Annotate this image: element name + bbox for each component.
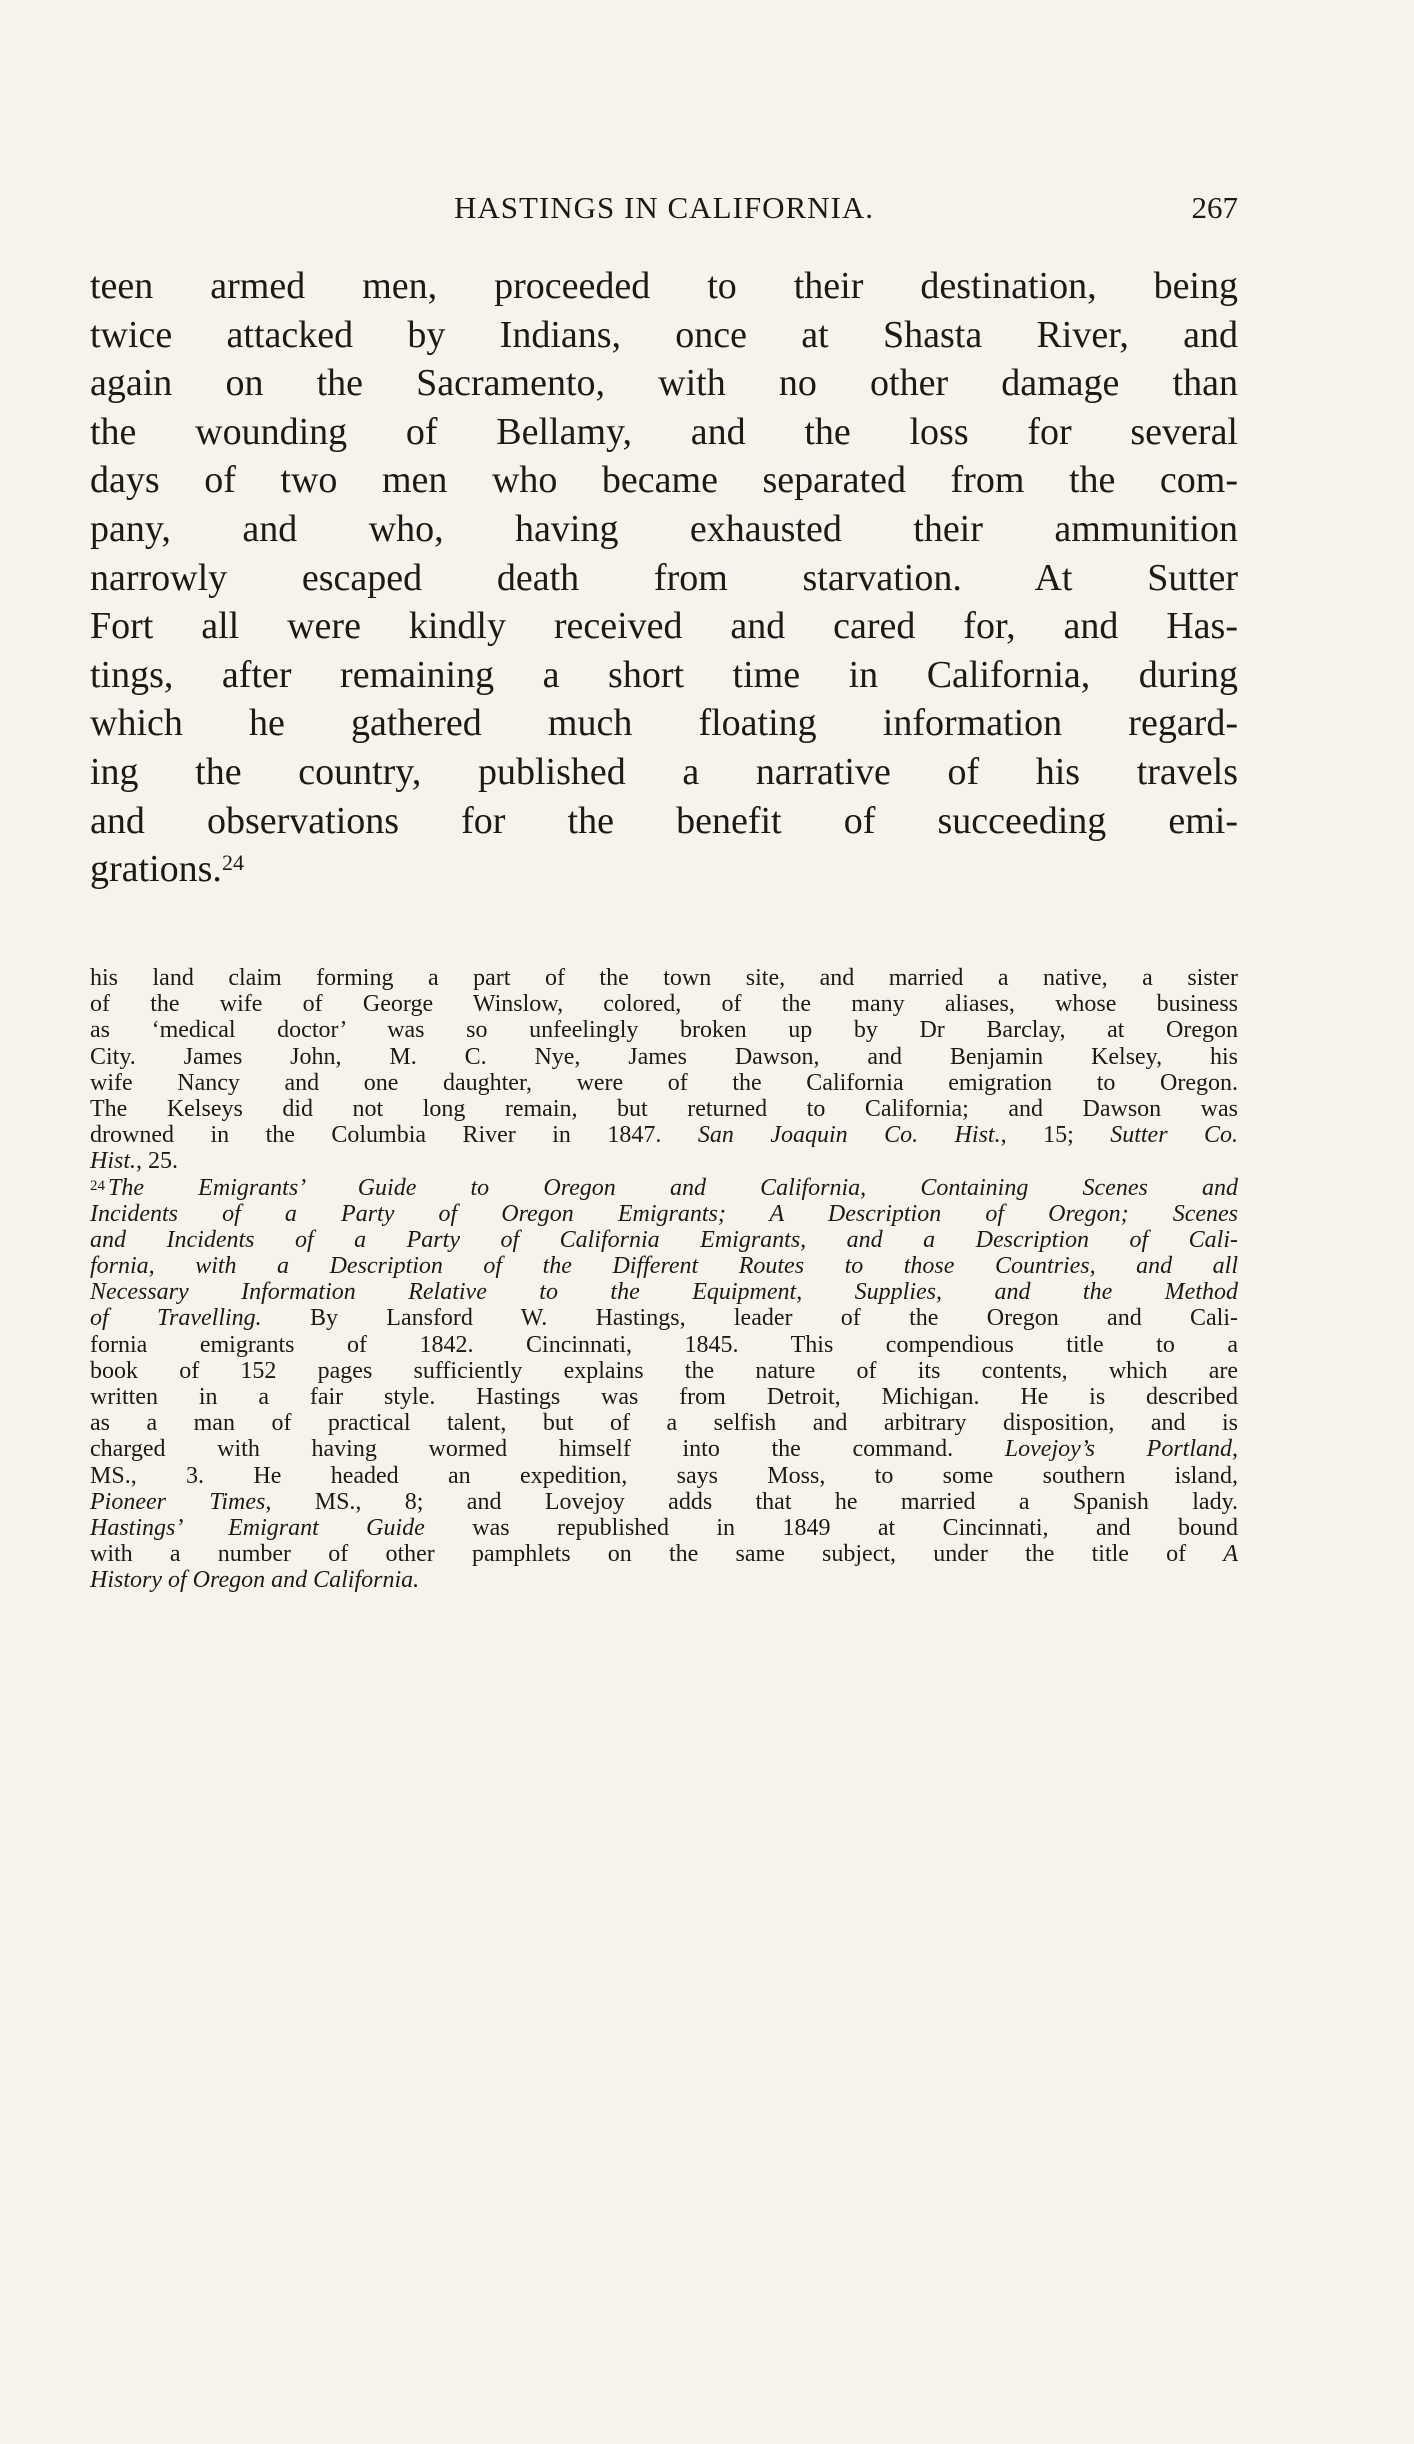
- citation-line: History of Oregon and California.: [90, 1567, 420, 1594]
- book-title: The Emigrants’ Guide to Oregon and California, Containing Scenes and: [108, 1174, 1238, 1201]
- footnotes: [90, 965, 1238, 1594]
- footnote-line: book of 152 pages sufficiently explains the nature of its contents, which are: [90, 1357, 1238, 1384]
- body-line: tings, after remaining a short time in California, during: [90, 653, 1238, 696]
- footnote-line: City. James John, M. C. Nye, James Dawson, and Benjamin Kelsey, his: [90, 1043, 1238, 1070]
- body-line: Fort all were kindly received and cared for, and Has-: [90, 605, 1238, 648]
- footnote-line: [90, 1541, 1238, 1567]
- body-line: and observations for the benefit of succeeding emi-: [90, 799, 1238, 842]
- footnote-text: was republished in 1849 at Cincinnati, and bound: [472, 1514, 1239, 1541]
- running-head: [90, 190, 1238, 230]
- book-title-line: Necessary Information Relative to the Equipment, Supplies, and the Method: [90, 1279, 1238, 1306]
- citation: Lovejoy’s Portland,: [1004, 1436, 1239, 1463]
- body-line: pany, and who, having exhausted their ammunition: [90, 507, 1238, 550]
- body-line: which he gathered much floating information regard-: [90, 702, 1238, 745]
- running-title: HASTINGS IN CALIFORNIA.: [454, 190, 874, 225]
- body-line: again on the Sacramento, with no other damage than: [90, 362, 1238, 405]
- footnote-line: [90, 1436, 1238, 1462]
- footnote-number: 24: [90, 1177, 105, 1194]
- footnote-line: The Kelseys did not long remain, but returned to California; and Dawson was: [90, 1095, 1238, 1122]
- body-line-last: [90, 845, 1238, 894]
- citation: San Joaquin Co. Hist.: [697, 1122, 1001, 1149]
- citation: Hist.: [90, 1148, 137, 1175]
- footnote-line: fornia emigrants of 1842. Cincinnati, 1845. This compendious title to a: [90, 1331, 1238, 1358]
- footnote-text: By Lansford W. Hastings, leader of the Oregon and Cali-: [309, 1305, 1238, 1332]
- footnote-line: of the wife of George Winslow, colored, of the many aliases, whose business: [90, 991, 1238, 1018]
- book-title-line: fornia, with a Description of the Different Routes to those Countries, and all: [90, 1253, 1238, 1280]
- footnote-line: MS., 3. He headed an expedition, says Moss, to some southern island,: [90, 1462, 1238, 1489]
- book-title: of Travelling.: [90, 1305, 262, 1332]
- body-line: twice attacked by Indians, once at Shasta River, and: [90, 313, 1238, 356]
- footnote-line: [90, 1515, 1238, 1541]
- footnote-text: charged with having wormed himself into the command.: [90, 1436, 954, 1463]
- footnote-line: [90, 1305, 1238, 1331]
- body-paragraph: [90, 262, 1238, 894]
- footnote-line: as ‘medical doctor’ was so unfeelingly broken up by Dr Barclay, at Oregon: [90, 1017, 1238, 1044]
- book-title-line: and Incidents of a Party of California Emigrants, and a Description of Cali-: [90, 1226, 1238, 1253]
- citation: Sutter Co.: [1110, 1122, 1239, 1149]
- footnote-line: as a man of practical talent, but of a selfish and arbitrary disposition, and is: [90, 1410, 1238, 1437]
- book-title-line: Incidents of a Party of Oregon Emigrants; A Description of Oregon; Scenes: [90, 1200, 1238, 1227]
- page-number: 267: [1191, 190, 1238, 225]
- footnote-text: drowned in the Columbia River in 1847.: [90, 1122, 662, 1149]
- footnote-line: his land claim forming a part of the town site, and married a native, a sister: [90, 965, 1238, 991]
- footnote-text: with a number of other pamphlets on the same subject, under the title of: [90, 1541, 1187, 1568]
- citation: A: [1223, 1541, 1238, 1568]
- footnote-reference: 24: [221, 850, 244, 876]
- citation: Hastings’ Emigrant Guide: [90, 1514, 425, 1541]
- footnote-line: written in a fair style. Hastings was from Detroit, Michigan. He is described: [90, 1384, 1238, 1410]
- body-line: teen armed men, proceeded to their destination, being: [90, 265, 1238, 307]
- body-line-text: grations.: [90, 848, 222, 891]
- body-line: the wounding of Bellamy, and the loss for several: [90, 410, 1238, 453]
- body-line: days of two men who became separated from the com-: [90, 459, 1238, 502]
- footnote-line: wife Nancy and one daughter, were of the California emigration to Oregon.: [90, 1069, 1238, 1096]
- footnote-24-start: [90, 1175, 1238, 1201]
- footnote-line: [90, 1148, 1238, 1174]
- footnote-text: , 25.: [136, 1148, 179, 1175]
- body-line: narrowly escaped death from starvation. At Sutter: [90, 556, 1238, 599]
- footnote-text: , 15;: [1000, 1122, 1074, 1149]
- citation: Pioneer Times,: [90, 1488, 272, 1515]
- footnote-line: [90, 1489, 1238, 1515]
- footnote-text: MS., 8; and Lovejoy adds that he married a Spanish lady.: [314, 1488, 1239, 1515]
- footnote-line: [90, 1122, 1238, 1148]
- body-line: ing the country, published a narrative of his travels: [90, 750, 1238, 793]
